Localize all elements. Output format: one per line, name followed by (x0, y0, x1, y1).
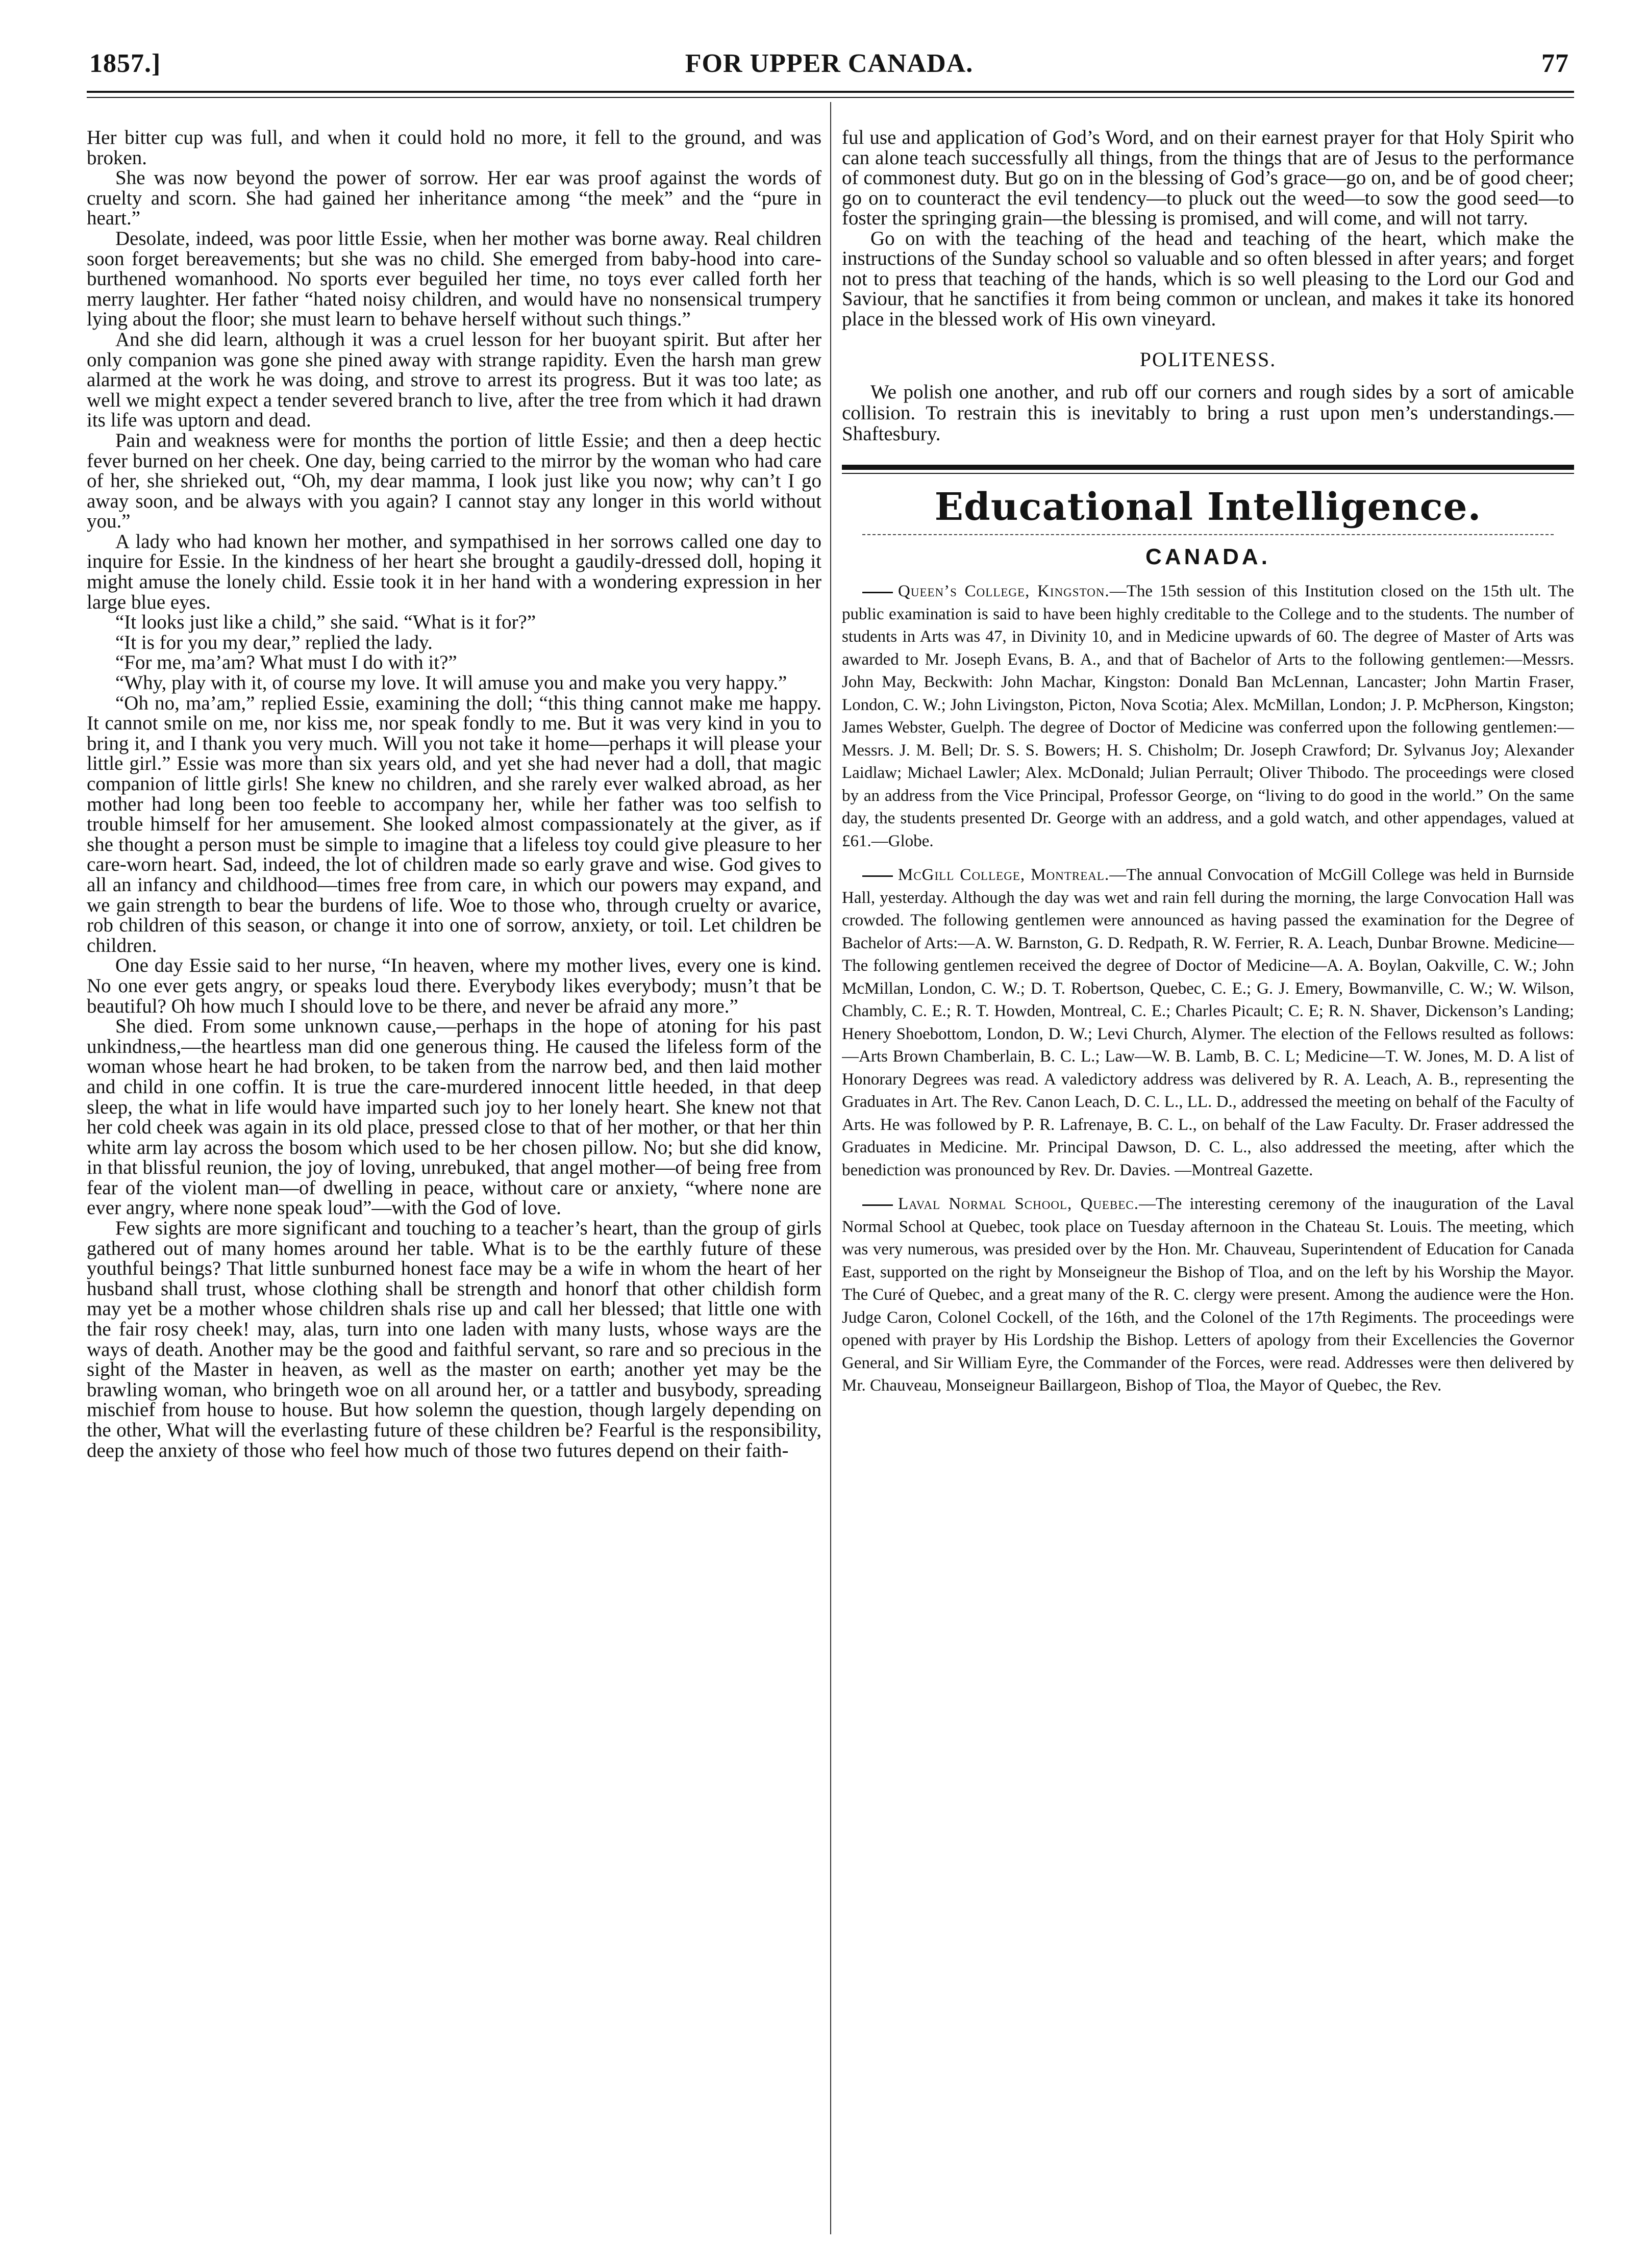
story-paragraph: Few sights are more significant and touching to a teacher’s heart, than the group of girls gathered out of many homes around her table. What is to be the earthly future of these youthful beings? That little sunburned honest face may be a wife in whom the heart of her husband shall trust, whose clothing shall be strength and honorf that other childish form may yet be a mother whose children shals rise up and call her blessed; that little one with the fair rosy cheek! may, alas, turn into one laden with many lusts, whose ways are the ways of death. Another may be the good and faithful servant, so rare and so precious in the sight of the Master in heaven, as well as the master on earth; another yet may be the brawling woman, who bringeth woe on all around her, or a tattler and busybody, spreading mischief from house to house. But how solemn the question, though largely depending on the other, What will the everlasting future of these children be? Fearful is the responsibility, deep the anxiety of those who feel how much of those two futures depend on their faith- (87, 1217, 821, 1461)
section-rule (842, 465, 1574, 470)
news-item (842, 864, 1574, 1181)
story-paragraph: And she did learn, although it was a cruel lesson for her buoyant spirit. But after her only companion was gone she pined away with strange rapidity. Even the harsh man grew alarmed at the work he was doing, and strove to arrest its progress. But it was too late; as well we might expect a tender severed branch to live, after the tree from which it had drawn its life was uptorn and dead. (87, 328, 821, 432)
news-item (842, 580, 1574, 852)
story-paragraph: “Oh no, ma’am,” replied Essie, examining the doll; “this thing cannot make me happy. It cannot smile on me, nor kiss me, nor speak fondly to me. But it was very kind in you to bring it, and I thank you very much. Will you not take it home—perhaps it will please your little girl.” Essie was more than six years old, and yet she had never had a doll, that magic companion of little girls! She knew no children, and she rarely ever walked abroad, as her mother had long been too feeble to accompany her, while her father was too selfish to trouble himself for her amusement. She looked almost compassionately at the giver, as if she thought a person must be simple to imagine that a lifeless toy could give pleasure to her care-worn heart. Sad, indeed, the lot of children made so early grave and wise. God gives to all an infancy and childhood—times free from care, in which our powers may expand, and we gain strength to bear the burdens of life. Woe to those who, through cruelty or avarice, rob children of this season, or change it into one of sorrow, anxiety, or toil. Let children be children. (87, 692, 821, 956)
header-title: FOR UPPER CANADA. (685, 49, 974, 78)
news-lead: Laval Normal School, Quebec. (898, 1195, 1139, 1213)
dash-rule (862, 1204, 893, 1206)
story-paragraph: One day Essie said to her nurse, “In heaven, where my mother lives, every one is kind. No one ever gets angry, or speaks loud there. Everybody likes everybody; musn’t that be beautiful? Oh how much I should love to be there, and never be afraid any more.” (87, 954, 821, 1017)
story-paragraph: She was now beyond the power of sorrow. Her ear was proof against the words of cruelty and scorn. She had gained her inheritance among “the meek” and the “pure in heart.” (87, 167, 821, 230)
header-rule (87, 91, 1574, 93)
column-divider (830, 102, 831, 2234)
dash-rule (862, 875, 893, 877)
story-paragraph: “It is for you my dear,” replied the lady. (115, 631, 433, 653)
news-lead: Queen’s College, Kingston. (898, 582, 1110, 600)
dash-rule (862, 592, 893, 593)
story-paragraph: Her bitter cup was full, and when it could hold no more, it fell to the ground, and was broken. (87, 128, 821, 169)
header-rule-thin (87, 97, 1574, 98)
left-column (87, 128, 821, 2239)
section-dashed-rule (862, 534, 1554, 535)
story-paragraph: Pain and weakness were for months the portion of little Essie; and then a deep hectic fever burned on her cheek. One day, being carried to the mirror by the woman who had care of her, she shrieked out, “Oh, my dear mamma, I look just like you now; why can’t I go away soon, and be always with you again? I cannot stay any longer in this world without you.” (87, 429, 821, 533)
story-paragraph: Desolate, indeed, was poor little Essie, when her mother was borne away. Real children soon forget bereavements; but she was no child. She emerged from baby-hood into care-burthened womanhood. No sports ever beguiled her time, no toys ever called forth her merry laughter. Her father “hated noisy children, and would have no nonsensical trumpery lying about the floor; she must learn to behave herself without such things.” (87, 227, 821, 331)
news-body: —The annual Convocation of McGill College was held in Burnside Hall, yesterday. Although the day was wet and rain fell during the morning, the large Convocation Hall was crowded. The following gentlemen were announced as having passed the examination for the Degree of Bachelor of Arts:—A. W. Barnston, G. D. Redpath, R. W. Ferrier, R. A. Leach, Dunbar Browne. Medicine—The following gentlemen received the degree of Doctor of Medicine—A. A. Boylan, Oakville, C. W.; John McMillan, London, C. W.; D. T. Robertson, Quebec, C. E.; G. J. Emery, Bowmanville, C. W.; W. Wilson, Chambly, C. E.; R. T. Howden, Montreal, C. E.; Charles Picault; C. E; R. N. Shaver, Dickenson’s Landing; Henery Shoebottom, London, D. W.; Levi Church, Alymer. The election of the Fellows resulted as follows:—Arts Brown Chamberlain, B. C. L.; Law—W. B. Lamb, B. C. L; Medicine—T. W. Jones, M. D. A list of Honorary Degrees was read. A valedictory address was delivered by R. A. Leach, A. B., representing the Graduates in Art. The Rev. Canon Leach, D. C. L., LL. D., addressed the meeting on behalf of the Faculty of Arts. He was followed by P. R. Lafrenaye, B. C. L., on behalf of the Law Faculty. Dr. Fraser addressed the Graduates in Medicine. Mr. Principal Dawson, D. C. L., also addressed the meeting, after which the benediction was pronounced by Rev. Dr. Davies. —Montreal Gazette. (842, 866, 1574, 1179)
story-paragraph: She died. From some unknown cause,—perhaps in the hope of atoning for his past unkindness,—the heartless man did one generous thing. He caused the lifeless form of the woman whose heart he had broken, to be taken from the narrow bed, and then laid mother and child in one coffin. It is true the care-murdered innocent little heeded, in that deep sleep, the what in life would have imparted such joy to her lonely heart. She knew not that her cold cheek was again in its old place, pressed close to that of her mother, or that her thin white arm lay across the bosom which used to be her chosen pillow. No; but she did know, in that blissful reunion, the joy of loving, unrebuked, that angel mother—of being free from fear of the violent man—of dwelling in peace, without care or anxiety, “where none are ever angry, where none speak loud”—with the God of love. (87, 1015, 821, 1219)
politeness-heading: POLITENESS. (1139, 348, 1277, 371)
news-body: —The 15th session of this Institution closed on the 15th ult. The public examination is said to have been highly creditable to the College and to the students. The number of students in Arts was 47, in Divinity 10, and in Medicine upwards of 60. The degree of Master of Arts was awarded to Mr. Joseph Evans, B. A., and that of Bachelor of Arts to the following gentlemen:—Messrs. John May, Beckwith: John Machar, Kingston: Donald Ban McLennan, Lancaster; John Martin Fraser, London, C. W.; John Livingston, Picton, Nova Scotia; Alex. McMillan, London; J. P. McPherson, Kingston; James Webster, Guelph. The degree of Doctor of Medicine was conferred upon the following gentlemen:—Messrs. J. M. Bell; Dr. S. S. Bowers; H. S. Chisholm; Dr. Joseph Crawford; Dr. Sylvanus Joy; Alexander Laidlaw; Michael Lawler; Alex. McDonald; Julian Perrault; Oliver Thibodo. The proceedings were closed by an address from the Vice Principal, Professor George, on “living to do good in the world.” On the same day, the students presented Dr. George with an address, and a gold watch, and other appendages, valued at £61.—Globe. (842, 582, 1574, 850)
story-paragraph: “Why, play with it, of course my love. It will amuse you and make you very happy.” (115, 672, 787, 694)
header-year: 1857.] (89, 49, 161, 78)
news-lead: McGill College, Montreal. (898, 866, 1110, 884)
running-head (89, 48, 1569, 89)
section-rule-thin (842, 473, 1574, 474)
story-continuation (842, 128, 1574, 329)
news-body: —The interesting ceremony of the inauguration of the Laval Normal School at Quebec, took place on Tuesday afternoon in the Chateau St. Louis. The meeting, which was very numerous, was presided over by the Hon. Mr. Chauveau, Superintendent of Education for Canada East, supported on the right by Monseigneur the Bishop of Tloa, and on the left by his Worship the Mayor. The Curé of Quebec, and a great many of the R. C. clergy were present. Among the audience were the Hon. Judge Caron, Colonel Cockell, of the 16th, and the Colonel of the 17th Regiments. The proceedings were opened with prayer by His Lordship the Bishop. Letters of apology from their Excellencies the Governor General, and Sir William Eyre, the Commander of the Forces, were read. Addresses were then delivered by Mr. Chauveau, Monseigneur Baillargeon, Bishop of Tloa, the Mayor of Quebec, the Rev. (842, 1195, 1574, 1395)
story-paragraph: Go on with the teaching of the head and teaching of the heart, which make the instructions of the Sunday school so valuable and so often blessed in after years; and forget not to press that teaching of the hands, which is so well pleasing to the Lord our God and Saviour, that he sanctifies it from being common or unclean, and makes it take its honored place in the blessed work of His own vineyard. (842, 227, 1574, 330)
news-item (842, 1193, 1574, 1397)
section-title: Educational Intelligence. (934, 485, 1482, 529)
story-paragraph: “For me, ma’am? What must I do with it?” (115, 651, 457, 674)
story-paragraph: ful use and application of God’s Word, and on their earnest prayer for that Holy Spirit who can alone teach successfully all things, from the things that are of Jesus to the performance of commonest duty. But go on in the blessing of God’s grace—go on, and be of good cheer; go on to counteract the evil tendency—to pluck out the weed—to sow the good seed—to foster the springing grain—the blessing is promised, and will come, and will not tarry. (842, 128, 1574, 229)
news-items (842, 580, 1574, 1397)
page-number: 77 (1541, 49, 1569, 78)
politeness-body: We polish one another, and rub off our corners and rough sides by a sort of amicable collision. To restrain this is inevitably to bring a rust upon men’s understandings.—Shaftesbury. (842, 381, 1574, 445)
story-paragraph: “It looks just like a child,” she said. “What is it for?” (115, 611, 536, 634)
right-column (842, 128, 1574, 2239)
story-paragraph: A lady who had known her mother, and sympathised in her sorrows called one day to inquire for Essie. In the kindness of her heart she brought a gaudily-dressed doll, hoping it might amuse the lonely child. Essie took it in her hand with a wondering expression in her large blue eyes. (87, 530, 821, 613)
country-heading: CANADA. (1145, 544, 1270, 569)
